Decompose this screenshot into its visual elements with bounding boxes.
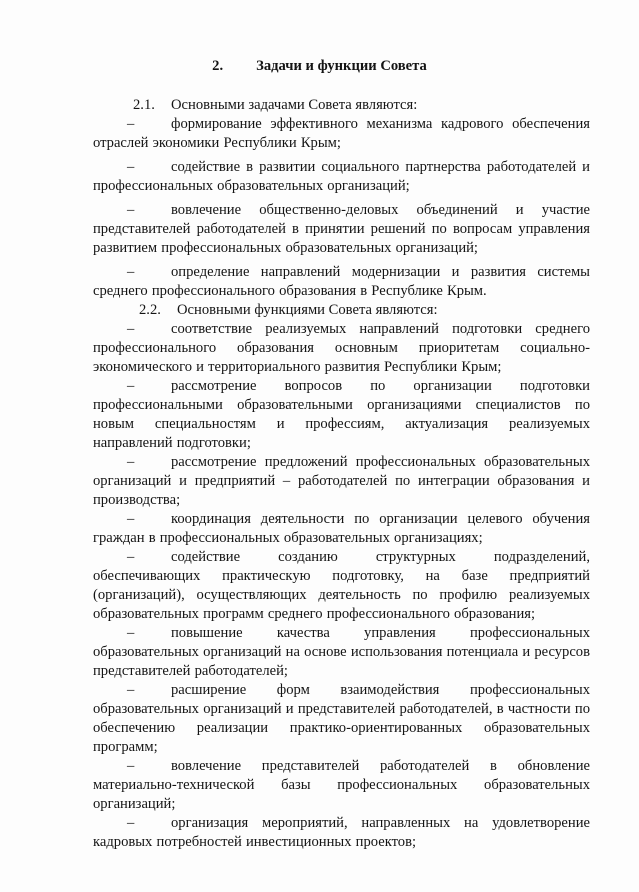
list-dash: – [127, 116, 135, 132]
subsection-heading-2-2 [93, 301, 590, 320]
list-dash: – [127, 264, 135, 280]
document-body [93, 96, 590, 852]
list-dash: – [127, 682, 135, 698]
list-item [93, 115, 590, 153]
list-item [93, 320, 590, 377]
list-item-text: расширение форм взаимодействия профессиональных образовательных организаций и представителей работодателей, в частности по обеспечению реализации практико-ориентированных образовательных программ; [93, 682, 590, 755]
list-dash: – [127, 159, 135, 175]
list-item-text: рассмотрение предложений профессиональных образовательных организаций и предприятий – работодателей по интеграции образования и производства; [93, 454, 590, 508]
list-dash: – [127, 815, 135, 831]
list-item-text: организация мероприятий, направленных на удовлетворение кадровых потребностей инвестиционных проектов; [93, 815, 590, 850]
list-item [93, 377, 590, 453]
list-item-text: соответствие реализуемых направлений подготовки среднего профессионального образования основным приоритетам социально-экономического и территориального развития Республики Крым; [93, 321, 590, 375]
subsection-heading-text: Основными задачами Совета являются: [171, 97, 418, 113]
list-item-text: формирование эффективного механизма кадрового обеспечения отраслей экономики Республики Крым; [93, 116, 590, 151]
list-item-text: вовлечение представителей работодателей в обновление материально-технической базы профессиональных образовательных организаций; [93, 758, 590, 812]
subsection-number: 2.1. [133, 97, 155, 113]
list-item [93, 158, 590, 196]
list-item [93, 548, 590, 624]
list-dash: – [127, 454, 135, 470]
subsection-heading-text: Основными функциями Совета являются: [177, 302, 438, 318]
list-item [93, 510, 590, 548]
list-dash: – [127, 511, 135, 527]
list-dash: – [127, 625, 135, 641]
list-item [93, 624, 590, 681]
list-item-text: содействие в развитии социального партнерства работодателей и профессиональных образовательных организаций; [93, 159, 590, 194]
list-item [93, 453, 590, 510]
list-dash: – [127, 549, 135, 565]
list-item-text: повышение качества управления профессиональных образовательных организаций на основе использования потенциала и ресурсов представителей работодателей; [93, 625, 590, 679]
list-dash: – [127, 202, 135, 218]
subsection-number: 2.2. [139, 302, 161, 318]
list-dash: – [127, 378, 135, 394]
list-dash: – [127, 321, 135, 337]
subsection-heading-2-1 [93, 96, 590, 115]
list-item-text: координация деятельности по организации целевого обучения граждан в профессиональных образовательных организациях; [93, 511, 590, 546]
list-item [93, 681, 590, 757]
list-item [93, 263, 590, 301]
list-item-text: вовлечение общественно-деловых объединений и участие представителей работодателей в принятии решений по вопросам управления развитием профессиональных образовательных организаций; [93, 202, 590, 256]
section-heading [0, 57, 639, 76]
list-item [93, 201, 590, 258]
list-item-text: содействие созданию структурных подразделений, обеспечивающих практическую подготовку, на базе предприятий (организаций), осуществляющих деятельность по профилю реализуемых образовательных программ среднего профессионального образования; [93, 549, 590, 622]
list-item [93, 814, 590, 852]
list-item [93, 757, 590, 814]
list-dash: – [127, 758, 135, 774]
section-number: 2. [212, 58, 224, 74]
section-title: Задачи и функции Совета [256, 58, 427, 74]
list-item-text: определение направлений модернизации и развития системы среднего профессионального образования в Республике Крым. [93, 264, 590, 299]
list-item-text: рассмотрение вопросов по организации подготовки профессиональными образовательными организациями специалистов по новым специальностям и профессиям, актуализация реализуемых направлений подготовки; [93, 378, 590, 451]
